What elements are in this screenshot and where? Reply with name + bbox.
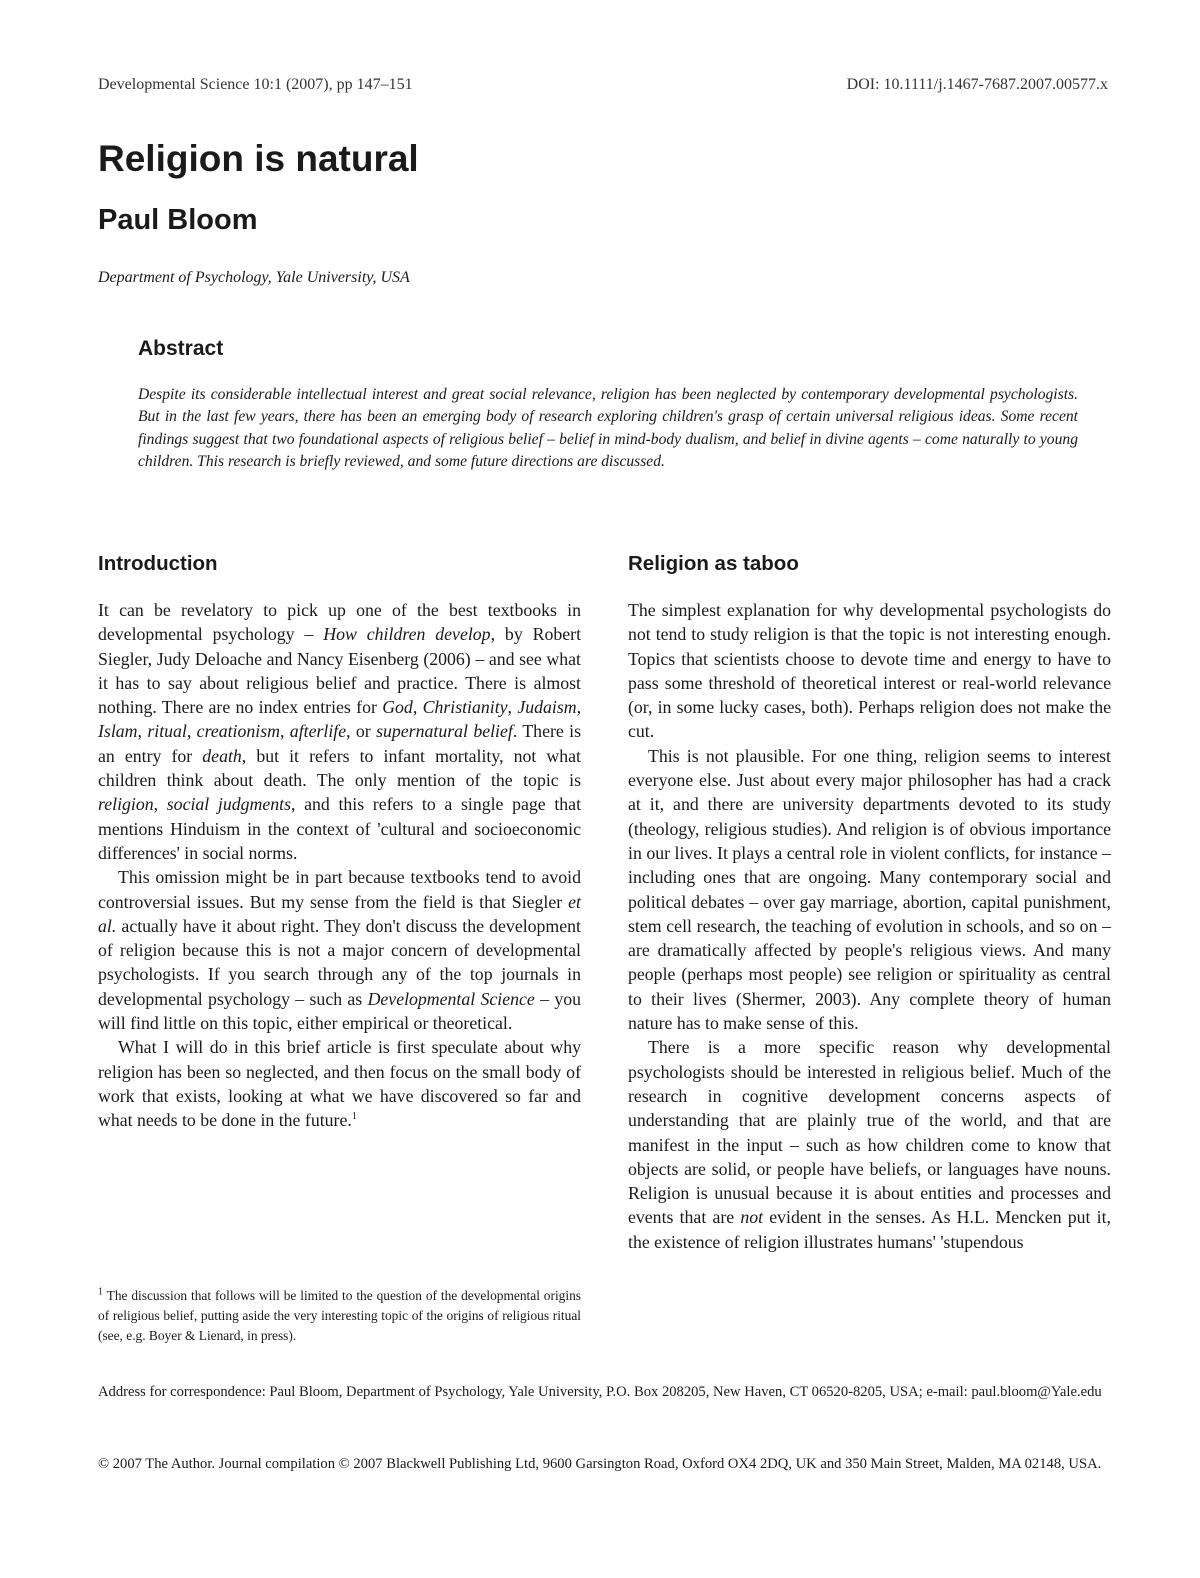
article-title: Religion is natural xyxy=(98,138,419,179)
abstract-text: Despite its considerable intellectual interest and great social relevance, religion has been neglected by contemporary developmental psychologists. But in the last few years, there has been an emerging body of research exploring children's grasp of certain universal religious ideas. Some recent findings suggest that two foundational aspects of religious belief – belief in mind-body dualism, and belief in divine agents – come naturally to young children. This research is briefly reviewed, and some future directions are discussed. xyxy=(138,386,1078,470)
abstract-heading: Abstract xyxy=(138,337,224,360)
intro-paragraph-3: What I will do in this brief article is first speculate about why religion has been so neglected, and then focus on the small body of work that exists, looking at what we have discovered so far and what needs to be done in the future.$^1$ xyxy=(98,1037,581,1131)
journal-citation: Developmental Science 10:1 (2007), pp 147–151 xyxy=(98,76,413,93)
footnote: $^1$ The discussion that follows will be limited to the question of the developmental origins of religious belief, putting aside the very interesting topic of the origins of religious ritual (see, e.g. Boyer & Lienard, in press). xyxy=(98,1286,581,1343)
introduction-heading: Introduction xyxy=(98,552,218,575)
taboo-paragraph-1: The simplest explanation for why developmental psychologists do not tend to study religion is that the topic is not interesting enough. Topics that scientists choose to devote time and energy to have to pass some threshold of theoretical interest or real-world relevance (or, in some lucky cases, both). Perhaps religion does not make the cut. xyxy=(628,600,1111,742)
left-column xyxy=(98,550,581,1133)
author-name: Paul Bloom xyxy=(98,204,258,236)
correspondence-address: Address for correspondence: Paul Bloom, Department of Psychology, Yale University, P.O. Box 208205, New Haven, CT 06520-8205, USA; e-mail: paul.bloom@Yale.edu xyxy=(98,1384,1102,1400)
religion-as-taboo-heading: Religion as taboo xyxy=(628,552,799,575)
author-affiliation: Department of Psychology, Yale University, USA xyxy=(98,269,410,286)
footnote-marker[interactable]: 1 xyxy=(351,1111,357,1123)
right-column xyxy=(628,550,1111,1254)
taboo-paragraph-2: This is not plausible. For one thing, religion seems to interest everyone else. Just about every major philosopher has had a crack at it, and there are university departments devoted to its study (theology, religious studies). And religion is of obvious importance in our lives. It plays a central role in violent conflicts, for instance – including ones that are ongoing. Many contemporary social and political debates – over gay marriage, abortion, capital punishment, stem cell research, the teaching of evolution in schools, and so on – are dramatically affected by people's religious views. And many people (perhaps most people) see religion or spirituality as central to their lives (Shermer, 2003). Any complete theory of human nature has to make sense of this. xyxy=(628,745,1111,1034)
intro-paragraph-1: It can be revelatory to pick up one of the best textbooks in developmental psychology – How children develop, by Robert Siegler, Judy Deloache and Nancy Eisenberg (2006) – and see what it has to say about religious belief and practice. There is almost nothing. There are no index entries for God, Christianity, Judaism, Islam, ritual, creationism, afterlife, or supernatural belief. There is an entry for death, but it refers to infant mortality, not what children think about death. The only mention of the topic is religion, social judgments, and this refers to a single page that mentions Hinduism in the context of 'cultural and socioeconomic differences' in social norms. xyxy=(98,600,582,863)
intro-paragraph-2: This omission might be in part because textbooks tend to avoid controversial issues. But my sense from the field is that Siegler et al. actually have it about right. They don't discuss the development of religion because this is not a major concern of developmental psychologists. If you search through any of the top journals in developmental psychology – such as Developmental Science – you will find little on this topic, either empirical or theoretical. xyxy=(98,867,582,1034)
copyright-notice: © 2007 The Author. Journal compilation © 2007 Blackwell Publishing Ltd, 9600 Garsington Road, Oxford OX4 2DQ, UK and 350 Main Street, Malden, MA 02148, USA. xyxy=(98,1456,1102,1472)
taboo-paragraph-3: There is a more specific reason why developmental psychologists should be interested in religious belief. Much of the research in cognitive development concerns aspects of understanding that are plainly true of the world, and that are manifest in the input – such as how children come to know that objects are solid, or people have beliefs, or languages have nouns. Religion is unusual because it is about entities and processes and events that are not evident in the senses. As H.L. Mencken put it, the existence of religion illustrates humans' 'stupendous xyxy=(628,1037,1111,1252)
doi-label: DOI: 10.1111/j.1467-7687.2007.00577.x xyxy=(846,76,1108,93)
